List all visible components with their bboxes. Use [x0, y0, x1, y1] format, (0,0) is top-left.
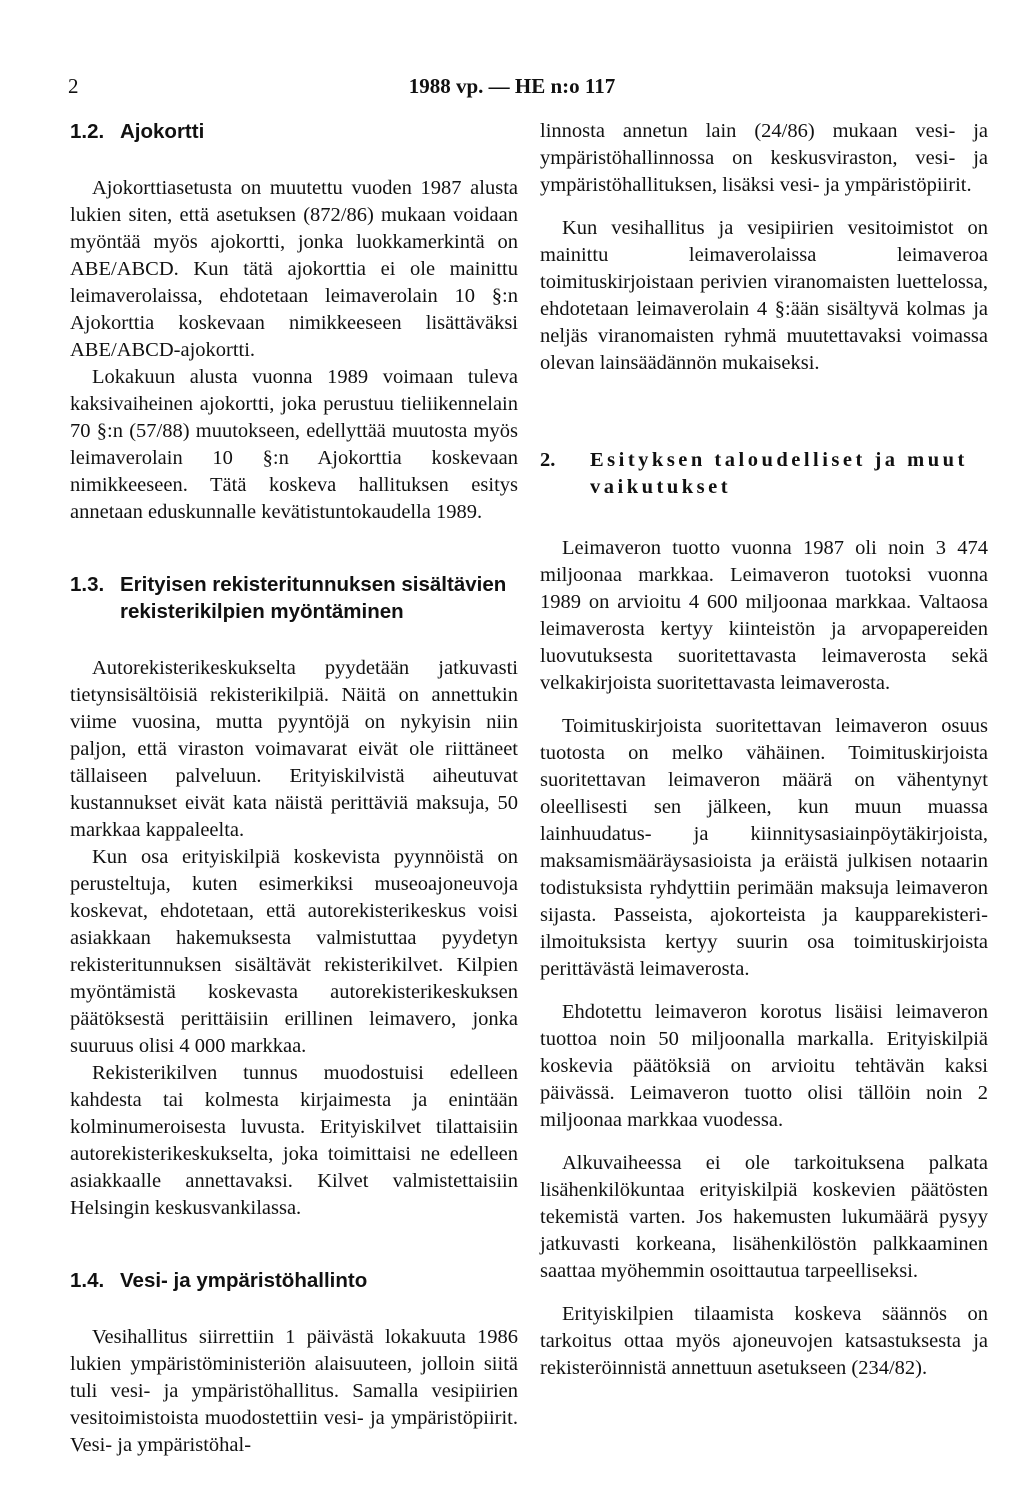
paragraph: Kun vesihallitus ja vesipiirien vesitoimistot on mainittu leimaverolaissa leimaveroa toimituskirjoistaan perivien viranomaisten luettelossa, ehdotetaan leimaverolain 4 §:ään sisältyvä kolmas ja neljäs viranomaisten ryhmä muutettavaksi voimassa olevan lainsäädännön mukaiseksi.: [540, 217, 988, 374]
paragraph: Toimituskirjoista suoritettavan leimaveron osuus tuotosta on melko vähäinen. Toimituskirjoista suoritettavan leimaveron määrä on vähentynyt oleellisesti sen jälkeen, kun muun muassa lainhuudatus- ja kiinnitysasiainpöytäkirjoista, maksamismääräysasioista ja eräistä julkisen notaarin todistuksista ryhdyttiin perimään maksuja leimaveron sijasta. Passeista, ajokorteista ja kaupparekisteri-ilmoituksista kertyy suurin osa toimituskirjoista perittävästä leimaverosta.: [540, 715, 988, 980]
section-1-2-number: 1.2.: [70, 120, 105, 143]
paragraph: Erityiskilpien tilaamista koskeva säännös on tarkoitus ottaa myös ajoneuvojen katsastuksesta ja rekisteröinnistä annettuun asetukseen (234/82).: [540, 1303, 988, 1379]
section-1-2-title: Ajokortti: [120, 120, 205, 143]
section-1-3-number: 1.3.: [70, 573, 105, 596]
page-number: 2: [68, 74, 79, 98]
paragraph: Rekisterikilven tunnus muodostuisi edelleen kahdesta tai kolmesta kirjaimesta ja enintään kolminumeroisesta luvusta. Erityiskilvet tilattaisiin autorekisterikeskukselta, joka toimittaisi ne edelleen asiakkaalle annettavaksi. Kilvet valmistettaisiin Helsingin keskusvankilassa.: [70, 1062, 518, 1219]
running-title: 1988 vp. — HE n:o 117: [408, 74, 616, 98]
section-1-3-heading: [70, 571, 518, 625]
section-1-4-number: 1.4.: [70, 1269, 105, 1292]
section-1-4-title: Vesi- ja ympäristöhallinto: [120, 1269, 368, 1292]
paragraph-continued: linnosta annetun lain (24/86) mukaan vesi- ja ympäristöhallinnossa on keskusviraston, vesi- ja ympäristöhallituksen, lisäksi vesi- ja ympäristöpiirit.: [540, 120, 988, 196]
left-column: [70, 118, 518, 1459]
section-1-3-title: Erityisen rekisteritunnuksen sisältävien rekisterikilpien myöntäminen: [120, 573, 507, 623]
paragraph: Ajokorttiasetusta on muutettu vuoden 1987 alusta lukien siten, että asetuksen (872/86) mukaan voidaan myöntää myös ajokortti, jonka luokkamerkintä on ABE/ABCD. Kun tätä ajokorttia ei ole mainittu leimaverolaissa, ehdotetaan leimaverolain 10 §:n Ajokorttia koskevaan nimikkeeseen lisättäväksi ABE/ABCD-ajokortti.: [70, 177, 518, 361]
section-2-title: Esityksen taloudelliset ja muut vaikutukset: [590, 449, 968, 498]
paragraph: Alkuvaiheessa ei ole tarkoituksena palkata lisähenkilökuntaa erityiskilpiä koskevien päätösten tekemistä varten. Jos hakemusten lukumäärä pysyy jatkuvasti korkeana, lisähenkilöstön palkkaaminen saattaa myöhemmin osoittautua tarpeelliseksi.: [540, 1152, 988, 1282]
paragraph: Ehdotettu leimaveron korotus lisäisi leimaveron tuottoa noin 50 miljoonalla markalla. Erityiskilpiä koskevia päätöksiä on arvioitu tehtävän kaksi päivässä. Leimaveron tuotto olisi tällöin noin 2 miljoonaa markkaa vuodessa.: [540, 1001, 988, 1131]
paragraph: Leimaveron tuotto vuonna 1987 oli noin 3 474 miljoonaa markkaa. Leimaveron tuotoksi vuonna 1989 on arvioitu 4 600 miljoonaa markkaa. Valtaosa leimaverosta kertyy kiinteistön ja arvopapereiden luovutuksesta suoritettavasta leimaverosta sekä velkakirjoista suoritettavasta leimaverosta.: [540, 537, 988, 694]
section-1-4-heading: [70, 1267, 518, 1294]
right-column: [540, 118, 988, 1382]
paragraph: Autorekisterikeskukselta pyydetään jatkuvasti tietynsisältöisiä rekisterikilpiä. Näitä on annettukin viime vuosina, mutta pyyntöjä on nykyisin niin paljon, että viraston voimavarat eivät ole riittäneet tällaiseen palveluun. Erityiskilvistä aiheutuvat kustannukset eivät kata näistä perittäviä maksuja, 50 markkaa kappaleelta.: [70, 657, 518, 841]
paragraph: Lokakuun alusta vuonna 1989 voimaan tuleva kaksivaiheinen ajokortti, joka perustuu tieliikennelain 70 §:n (57/88) muutokseen, edellyttää muutosta myös leimaverolain 10 §:n Ajokorttia koskevaan nimikkeeseen. Tätä koskeva hallituksen esitys annetaan eduskunnalle kevätistuntokaudella 1989.: [70, 366, 518, 523]
paragraph: Vesihallitus siirrettiin 1 päivästä lokakuuta 1986 lukien ympäristöministeriön alaisuuteen, jolloin siitä tuli vesi- ja ympäristöhallitus. Samalla vesipiirien vesitoimistoista muodostettiin vesi- ja ympäristöpiirit. Vesi- ja ympäristöhal-: [70, 1326, 518, 1456]
section-2-number: 2.: [540, 449, 556, 471]
section-1-2-heading: [70, 118, 518, 145]
section-2-heading: [540, 447, 988, 501]
paragraph: Kun osa erityiskilpiä koskevista pyynnöistä on perusteltuja, kuten esimerkiksi museoajoneuvoja koskevat, ehdotetaan, että autorekisterikeskus voisi asiakkaan hakemuksesta valmistuttaa pyydetyn rekisteritunnuksen sisältävät rekisterikilvet. Kilpien myöntämistä koskevasta autorekisterikeskuksen päätöksestä perittäisiin erillinen leimavero, jonka suuruus olisi 4 000 markkaa.: [70, 846, 518, 1057]
